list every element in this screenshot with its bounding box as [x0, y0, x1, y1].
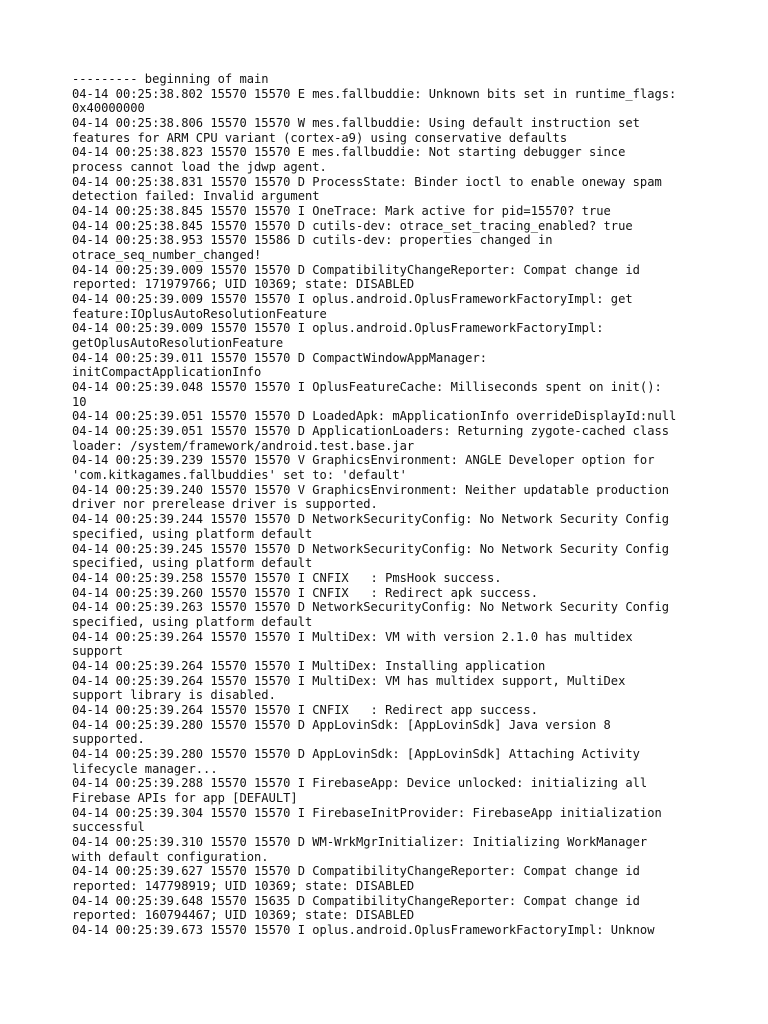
log-line: 04-14 00:25:38.806 15570 15570 W mes.fallbuddie: Using default instruction set — [72, 116, 640, 131]
log-line: 04-14 00:25:39.673 15570 15570 I oplus.android.OplusFrameworkFactoryImpl: Unknow — [72, 922, 655, 937]
log-line: support — [72, 644, 123, 659]
log-line: detection failed: Invalid argument — [72, 189, 320, 204]
log-line: 04-14 00:25:39.009 15570 15570 I oplus.android.OplusFrameworkFactoryImpl: — [72, 321, 604, 336]
log-line: driver nor prerelease driver is supported. — [72, 497, 378, 512]
log-line: 04-14 00:25:39.264 15570 15570 I MultiDex: VM has multidex support, MultiDex — [72, 673, 626, 688]
log-line: 04-14 00:25:38.831 15570 15570 D ProcessState: Binder ioctl to enable oneway spam — [72, 174, 662, 189]
log-line: 04-14 00:25:38.845 15570 15570 I OneTrace: Mark active for pid=15570? true — [72, 204, 611, 219]
log-line: 'com.kitkagames.fallbuddies' set to: 'default' — [72, 468, 407, 483]
log-line: 10 — [72, 394, 87, 409]
log-line: specified, using platform default — [72, 526, 313, 541]
log-line: reported: 147798919; UID 10369; state: DISABLED — [72, 878, 415, 893]
log-line: process cannot load the jdwp agent. — [72, 160, 327, 175]
log-line: supported. — [72, 732, 145, 747]
log-line: specified, using platform default — [72, 556, 313, 571]
log-line: 04-14 00:25:39.048 15570 15570 I OplusFeatureCache: Milliseconds spent on init(): — [72, 380, 662, 395]
log-line: 04-14 00:25:38.823 15570 15570 E mes.fallbuddie: Not starting debugger since — [72, 145, 626, 160]
log-line: features for ARM CPU variant (cortex-a9) using conservative defaults — [72, 130, 568, 145]
log-line: 04-14 00:25:39.304 15570 15570 I FirebaseInitProvider: FirebaseApp initialization — [72, 805, 662, 820]
log-line: 04-14 00:25:39.648 15570 15635 D CompatibilityChangeReporter: Compat change id — [72, 893, 640, 908]
log-line: lifecycle manager... — [72, 761, 218, 776]
log-line: 04-14 00:25:39.011 15570 15570 D CompactWindowAppManager: — [72, 350, 488, 365]
log-line: 0x40000000 — [72, 101, 145, 116]
log-line: support library is disabled. — [72, 688, 276, 703]
log-line: 04-14 00:25:39.264 15570 15570 I MultiDex: VM with version 2.1.0 has multidex — [72, 629, 633, 644]
log-line: Firebase APIs for app [DEFAULT] — [72, 790, 298, 805]
log-line: 04-14 00:25:38.802 15570 15570 E mes.fallbuddie: Unknown bits set in runtime_flags: — [72, 86, 677, 101]
log-line: otrace_seq_number_changed! — [72, 248, 262, 263]
log-line: 04-14 00:25:39.627 15570 15570 D CompatibilityChangeReporter: Compat change id — [72, 864, 640, 879]
log-line: 04-14 00:25:39.244 15570 15570 D NetworkSecurityConfig: No Network Security Config — [72, 512, 670, 527]
log-line: 04-14 00:25:39.051 15570 15570 D ApplicationLoaders: Returning zygote-cached class — [72, 424, 670, 439]
log-line: --------- beginning of main — [72, 72, 269, 86]
log-line: 04-14 00:25:38.845 15570 15570 D cutils-dev: otrace_set_tracing_enabled? true — [72, 218, 633, 233]
log-line: 04-14 00:25:39.009 15570 15570 I oplus.android.OplusFrameworkFactoryImpl: get — [72, 292, 633, 307]
log-line: 04-14 00:25:39.258 15570 15570 I CNFIX : PmsHook success. — [72, 570, 502, 585]
log-line: 04-14 00:25:39.260 15570 15570 I CNFIX : Redirect apk success. — [72, 585, 538, 600]
log-line: 04-14 00:25:39.280 15570 15570 D AppLovinSdk: [AppLovinSdk] Java version 8 — [72, 717, 611, 732]
log-line: 04-14 00:25:39.240 15570 15570 V GraphicsEnvironment: Neither updatable production — [72, 482, 670, 497]
log-line: specified, using platform default — [72, 614, 313, 629]
log-line: with default configuration. — [72, 849, 269, 864]
log-line: 04-14 00:25:39.280 15570 15570 D AppLovinSdk: [AppLovinSdk] Attaching Activity — [72, 746, 640, 761]
log-line: 04-14 00:25:39.264 15570 15570 I MultiDex: Installing application — [72, 658, 546, 673]
log-line: reported: 160794467; UID 10369; state: DISABLED — [72, 908, 415, 923]
log-line: reported: 171979766; UID 10369; state: DISABLED — [72, 277, 415, 292]
log-line: 04-14 00:25:39.263 15570 15570 D NetworkSecurityConfig: No Network Security Config — [72, 600, 670, 615]
log-line: 04-14 00:25:39.051 15570 15570 D LoadedApk: mApplicationInfo overrideDisplayId:null — [72, 409, 677, 424]
log-line: 04-14 00:25:39.288 15570 15570 I FirebaseApp: Device unlocked: initializing all — [72, 776, 648, 791]
log-line: 04-14 00:25:39.239 15570 15570 V GraphicsEnvironment: ANGLE Developer option for — [72, 453, 655, 468]
log-line: 04-14 00:25:39.310 15570 15570 D WM-WrkMgrInitializer: Initializing WorkManager — [72, 834, 648, 849]
log-line: 04-14 00:25:39.245 15570 15570 D NetworkSecurityConfig: No Network Security Config — [72, 541, 670, 556]
log-line: initCompactApplicationInfo — [72, 365, 262, 380]
log-text — [72, 72, 712, 938]
log-line: getOplusAutoResolutionFeature — [72, 336, 284, 351]
log-line: successful — [72, 820, 145, 835]
log-line: feature:IOplusAutoResolutionFeature — [72, 306, 327, 321]
log-line: 04-14 00:25:39.264 15570 15570 I CNFIX : Redirect app success. — [72, 702, 538, 717]
log-line: 04-14 00:25:38.953 15570 15586 D cutils-dev: properties changed in — [72, 233, 553, 248]
log-line: 04-14 00:25:39.009 15570 15570 D CompatibilityChangeReporter: Compat change id — [72, 262, 640, 277]
log-line: loader: /system/framework/android.test.base.jar — [72, 438, 415, 453]
